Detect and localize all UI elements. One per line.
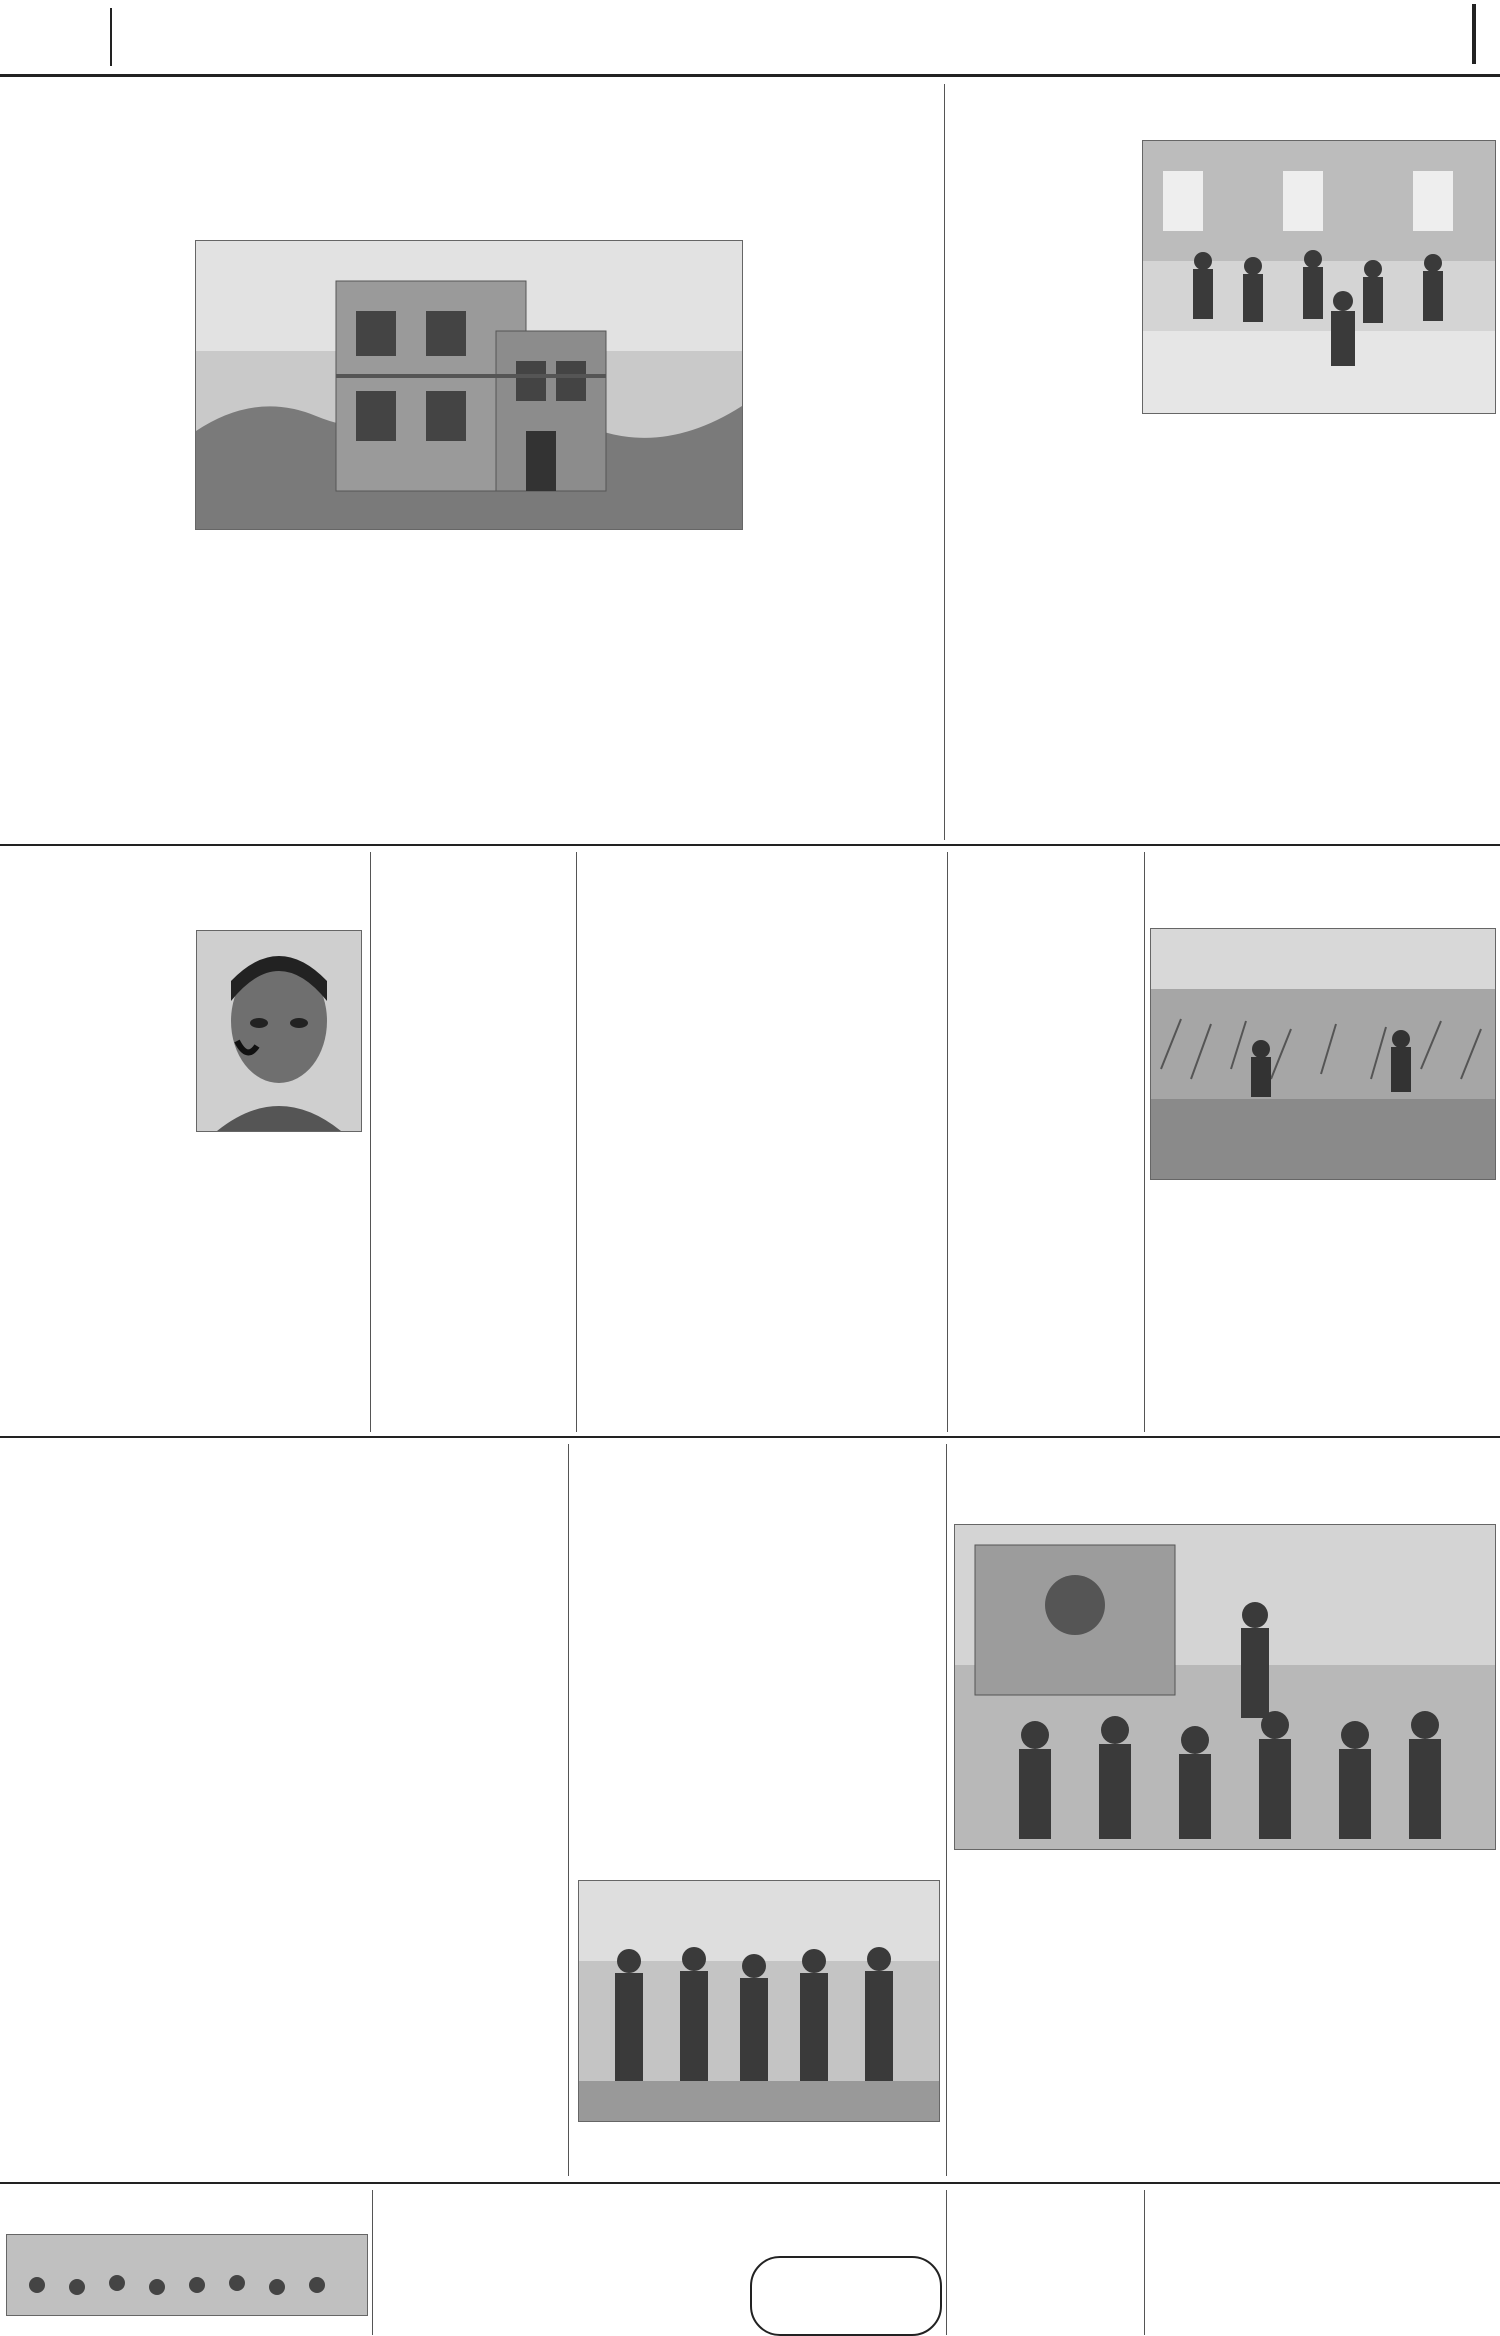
article-column <box>952 430 1132 838</box>
portrait-illustration <box>197 931 361 1131</box>
article-column <box>954 1876 1129 2172</box>
article-column <box>750 238 935 838</box>
column-divider <box>370 852 371 1432</box>
article-column <box>378 940 568 1430</box>
article-column <box>952 126 1132 426</box>
masthead-rule <box>0 74 1500 77</box>
column-divider <box>1144 852 1145 1432</box>
building-photo <box>195 240 743 530</box>
felicitation-illustration <box>579 1881 939 2121</box>
column-divider <box>1144 2190 1145 2335</box>
article-column <box>1137 1876 1312 2172</box>
building-illustration <box>196 241 742 529</box>
meeting-illustration <box>955 1525 1495 1849</box>
felicitation-photo <box>578 1880 940 2122</box>
article-column <box>766 904 941 1430</box>
dateline-box <box>750 2256 942 2336</box>
party-meeting-photo <box>954 1524 1496 1850</box>
article-column <box>1142 440 1314 838</box>
article-column <box>576 1512 754 1872</box>
harvest-photo <box>1150 928 1496 1180</box>
section-rule <box>0 844 1500 846</box>
article-column <box>762 1512 940 1872</box>
article-column <box>566 2256 742 2334</box>
article-column <box>1150 2234 1320 2334</box>
page-number <box>1472 4 1488 64</box>
article-column <box>196 1156 360 1430</box>
article-column <box>1320 1876 1494 2172</box>
article-column <box>6 1560 186 2170</box>
section-rule <box>0 2182 1500 2184</box>
training-photo <box>1142 140 1496 414</box>
column-divider <box>946 2190 947 2335</box>
injured-youth-photo <box>196 930 362 1132</box>
field-illustration <box>1151 929 1495 1179</box>
school-sanitation-photo <box>6 2234 368 2316</box>
article-column <box>954 944 1138 1430</box>
article-column <box>382 1560 562 2170</box>
masthead-divider <box>110 8 112 66</box>
article-column <box>562 556 742 836</box>
column-divider <box>372 2190 373 2335</box>
article-column <box>378 556 553 836</box>
article-column <box>380 2256 556 2334</box>
section-rule <box>0 1436 1500 1438</box>
article-column <box>6 238 188 838</box>
column-divider <box>576 852 577 1432</box>
article-column <box>1326 1206 1494 1430</box>
article-column <box>6 930 191 1430</box>
column-divider <box>947 852 948 1432</box>
article-column <box>1326 2234 1496 2334</box>
article-column <box>1150 1206 1318 1430</box>
article-column <box>584 904 759 1430</box>
article-column <box>1322 440 1494 838</box>
column-divider <box>946 1444 947 2176</box>
training-illustration <box>1143 141 1495 413</box>
article-column <box>195 556 370 836</box>
classroom-illustration <box>7 2235 367 2315</box>
article-column <box>194 1560 374 2170</box>
masthead <box>0 0 1500 75</box>
article-column <box>952 2234 1138 2334</box>
column-divider <box>944 84 945 840</box>
column-divider <box>568 1444 569 2176</box>
